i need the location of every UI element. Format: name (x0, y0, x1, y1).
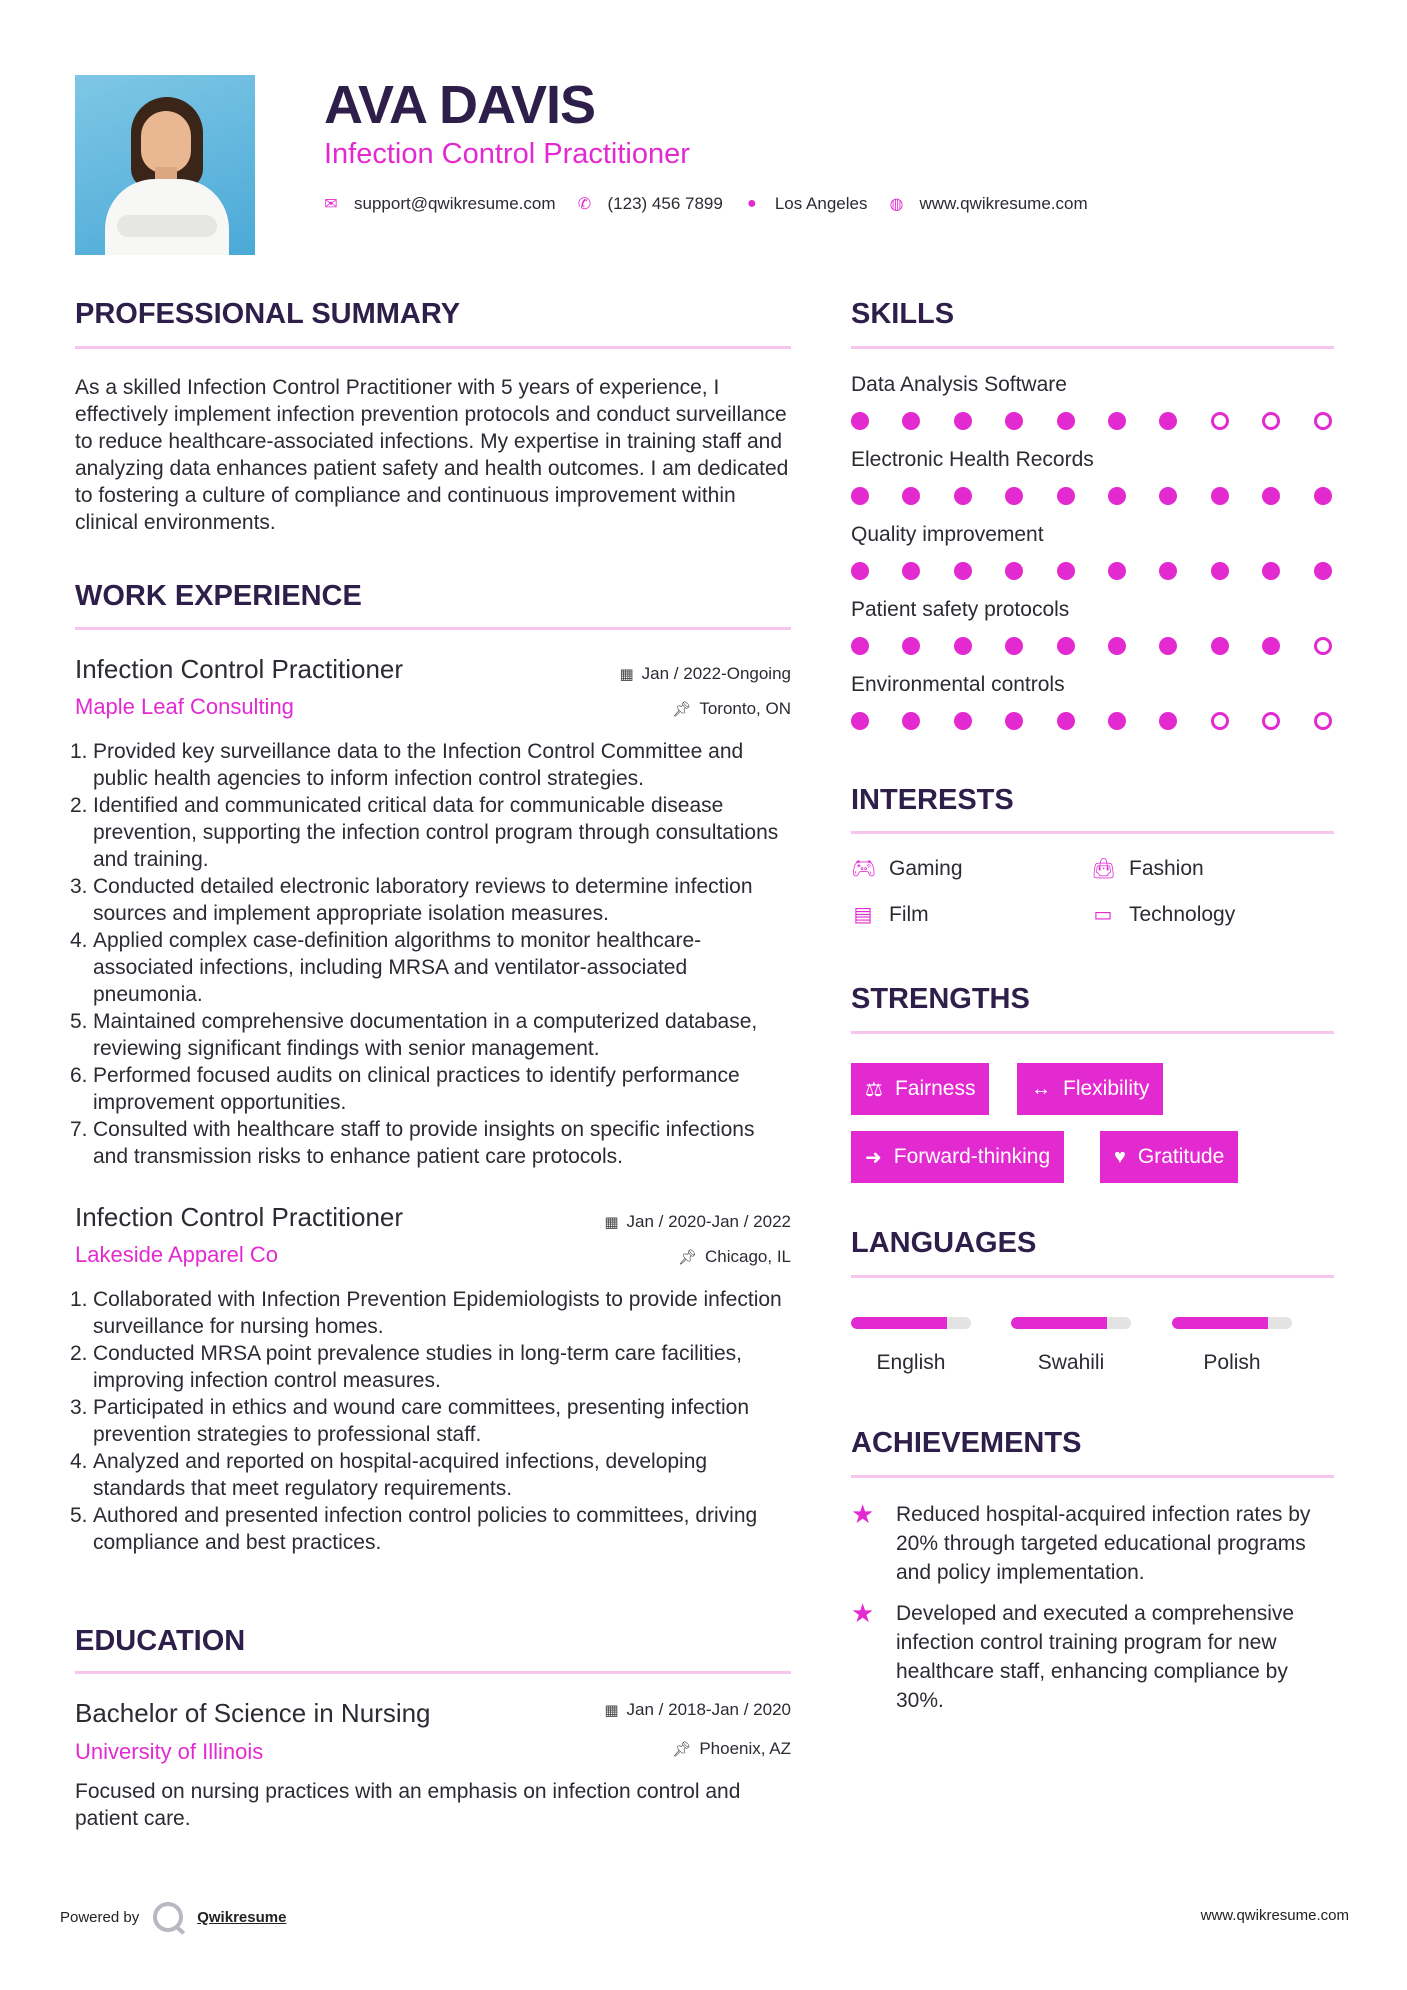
laptop-icon: ▭ (1093, 904, 1113, 926)
contact-bar (322, 194, 1108, 214)
job-2-duties (70, 1286, 795, 1556)
language-item (851, 1317, 971, 1375)
language-bar-fill (1011, 1317, 1107, 1329)
skill-dot-filled (851, 637, 869, 655)
skill-item (851, 373, 1341, 433)
achievements-rule (851, 1475, 1334, 1478)
envelope-icon: ✉ (324, 196, 338, 213)
degree-title: Bachelor of Science in Nursing (75, 1698, 431, 1728)
list-item: 5. Authored and presented infection control policies to committees, driving compliance and best practices. (70, 1504, 758, 1554)
experience-heading: WORK EXPERIENCE (75, 580, 362, 612)
pushpin-icon: 📌︎ (672, 1741, 692, 1758)
skill-dot-filled (954, 712, 972, 730)
skills-heading: SKILLS (851, 298, 955, 330)
skill-dot-filled (1314, 487, 1332, 505)
language-bar (1011, 1317, 1131, 1329)
school-name: University of Illinois (75, 1739, 264, 1764)
location-text: Los Angeles (774, 194, 868, 213)
skill-dot-filled (851, 487, 869, 505)
shooting-star-icon: ★ (851, 1598, 875, 1628)
interest-item (851, 856, 963, 881)
calendar-icon: ▦ (619, 666, 634, 683)
phone-text: (123) 456 7899 (607, 194, 723, 213)
gamepad-icon: 🎮︎ (851, 858, 877, 880)
skill-dot-filled (1057, 412, 1075, 430)
skill-dot-filled (1159, 562, 1177, 580)
skill-dot-filled (1057, 487, 1075, 505)
skill-dot-empty (1314, 412, 1332, 430)
education-heading: EDUCATION (75, 1625, 246, 1657)
list-item: 3. Participated in ethics and wound care committees, presenting infection prevention strategies to professional staff. (70, 1396, 750, 1446)
strengths-heading: STRENGTHS (851, 983, 1030, 1015)
education-location (520, 1739, 791, 1759)
contact-phone[interactable] (576, 194, 723, 214)
contact-website[interactable] (887, 194, 1087, 214)
languages-heading: LANGUAGES (851, 1227, 1037, 1259)
job-1-title: Infection Control Practitioner (75, 654, 404, 684)
contact-location (743, 194, 868, 214)
language-name: Swahili (1037, 1351, 1105, 1374)
list-item: 2. Conducted MRSA point prevalence studies in long-term care facilities, improving infection control measures. (70, 1342, 742, 1392)
candidate-role: Infection Control Practitioner (324, 138, 690, 170)
arrows-horizontal-icon: ↔ (1031, 1077, 1051, 1100)
skill-dot-filled (902, 487, 920, 505)
skill-label: Environmental controls (851, 673, 1065, 696)
skill-dot-filled (954, 637, 972, 655)
interest-item (1091, 856, 1204, 881)
skill-dot-filled (902, 562, 920, 580)
language-bar-fill (1172, 1317, 1268, 1329)
list-item: 3. Conducted detailed electronic laboratory reviews to determine infection sources and implement appropriate isolation measures. (70, 875, 753, 925)
skill-dot-filled (954, 562, 972, 580)
strength-label: Flexibility (1063, 1077, 1150, 1100)
skill-dot-filled (954, 487, 972, 505)
shooting-star-icon: ★ (851, 1499, 875, 1529)
job-1-dates-text: Jan / 2022-Ongoing (641, 664, 791, 683)
skill-label: Data Analysis Software (851, 373, 1067, 396)
skill-rating (851, 709, 1341, 733)
skill-rating (851, 559, 1341, 583)
skill-dot-empty (1262, 712, 1280, 730)
qwikresume-logo-icon (153, 1902, 183, 1932)
job-1-location-text: Toronto, ON (699, 699, 791, 718)
language-item (1011, 1317, 1131, 1375)
globe-icon: ◍ (889, 196, 904, 213)
skill-dot-filled (1005, 562, 1023, 580)
education-dates (520, 1700, 791, 1720)
skill-dot-empty (1262, 412, 1280, 430)
list-item: 4. Analyzed and reported on hospital-acquired infections, developing standards that meet regulatory requirements. (70, 1450, 708, 1500)
strength-tag (1017, 1063, 1163, 1115)
arrow-right-icon: ➜ (865, 1146, 882, 1169)
education-rule (75, 1671, 791, 1674)
skill-dot-filled (1314, 562, 1332, 580)
skill-label: Patient safety protocols (851, 598, 1070, 621)
job-1-location (520, 699, 791, 719)
skill-dot-filled (902, 637, 920, 655)
qwikresume-link[interactable]: Qwikresume (197, 1908, 287, 1926)
interest-item (851, 902, 929, 927)
skill-dot-filled (1108, 637, 1126, 655)
language-name: English (876, 1351, 946, 1374)
contact-email[interactable] (322, 194, 556, 214)
powered-by (60, 1902, 286, 1932)
skill-dot-empty (1211, 712, 1229, 730)
skill-dot-filled (1159, 712, 1177, 730)
skill-dot-filled (1211, 487, 1229, 505)
skill-dot-filled (1159, 637, 1177, 655)
strength-tag (851, 1131, 1064, 1183)
language-item (1172, 1317, 1292, 1375)
skill-dot-filled (1108, 412, 1126, 430)
interest-label: Film (889, 902, 929, 926)
photo-arms (117, 215, 217, 237)
achievements-heading: ACHIEVEMENTS (851, 1427, 1082, 1459)
list-item: 7. Consulted with healthcare staff to provide insights on specific infections and transmission risks to enhance patient care protocols. (70, 1118, 755, 1168)
language-bar-fill (851, 1317, 947, 1329)
calendar-icon: ▦ (604, 1214, 619, 1231)
summary-text: As a skilled Infection Control Practitioner with 5 years of experience, I effectively implement infection prevention protocols and conduct surveillance to reduce healthcare-associated infections. My expertise in training staff and analyzing data enhances patient safety and health outcomes. I am dedicated to fostering a culture of compliance and continuous improvement within clinical environments. (75, 376, 789, 534)
job-2-location (520, 1247, 791, 1267)
education-location-text: Phoenix, AZ (699, 1739, 791, 1758)
skill-item (851, 448, 1341, 508)
skill-dot-empty (1314, 637, 1332, 655)
interest-item (1091, 902, 1235, 927)
list-item: 2. Identified and communicated critical data for communicable disease prevention, supporting the infection control program through consultations and training. (70, 794, 779, 871)
skill-label: Quality improvement (851, 523, 1044, 546)
summary-rule (75, 346, 791, 349)
film-icon: ▤ (853, 904, 873, 926)
powered-by-label: Powered by (60, 1908, 140, 1926)
achievement-item (851, 1500, 1341, 1587)
skill-dot-filled (954, 412, 972, 430)
skill-dot-filled (851, 412, 869, 430)
skill-rating (851, 409, 1341, 433)
job-2-location-text: Chicago, IL (705, 1247, 791, 1266)
skill-dot-filled (1108, 487, 1126, 505)
strengths-rule (851, 1031, 1334, 1034)
interests-rule (851, 831, 1334, 834)
summary-heading: PROFESSIONAL SUMMARY (75, 298, 461, 330)
language-bar (1172, 1317, 1292, 1329)
achievement-item (851, 1599, 1341, 1715)
heart-icon: ♥ (1114, 1145, 1126, 1168)
strength-tag (851, 1063, 989, 1115)
skill-dot-filled (851, 562, 869, 580)
skill-rating (851, 634, 1341, 658)
skill-dot-filled (1108, 562, 1126, 580)
map-pin-icon: ● (746, 195, 757, 212)
skill-dot-filled (902, 412, 920, 430)
photo-face (141, 111, 191, 173)
skill-dot-filled (1005, 712, 1023, 730)
list-item: 5. Maintained comprehensive documentation in a computerized database, reviewing significant findings with senior management. (70, 1010, 758, 1060)
list-item: 1. Provided key surveillance data to the Infection Control Committee and public health agencies to inform infection control strategies. (70, 740, 744, 790)
skill-dot-filled (1211, 637, 1229, 655)
education-dates-text: Jan / 2018-Jan / 2020 (626, 1700, 791, 1719)
list-item: 6. Performed focused audits on clinical practices to identify performance improvement opportunities. (70, 1064, 740, 1114)
education-description: Focused on nursing practices with an emphasis on infection control and patient care. (75, 1780, 741, 1830)
skill-item (851, 673, 1341, 733)
balance-scale-icon: ⚖ (865, 1078, 883, 1101)
skill-dot-filled (1108, 712, 1126, 730)
job-2-dates (520, 1212, 791, 1232)
pushpin-icon: 📌︎ (677, 1249, 697, 1266)
skill-dot-filled (1159, 412, 1177, 430)
languages-rule (851, 1275, 1334, 1278)
job-2-company: Lakeside Apparel Co (75, 1242, 279, 1267)
skill-dot-empty (1314, 712, 1332, 730)
strength-label: Gratitude (1137, 1145, 1225, 1168)
skill-dot-filled (1057, 637, 1075, 655)
profile-photo (75, 75, 255, 255)
skill-item (851, 598, 1341, 658)
list-item: 1. Collaborated with Infection Prevention Epidemiologists to provide infection surveillance for nursing homes. (70, 1288, 782, 1338)
job-1-duties (70, 738, 795, 1170)
skill-dot-filled (902, 712, 920, 730)
interest-label: Fashion (1129, 856, 1204, 880)
skill-dot-empty (1211, 412, 1229, 430)
skill-dot-filled (1005, 487, 1023, 505)
interest-label: Gaming (889, 856, 963, 880)
achievement-text: Reduced hospital-acquired infection rates by 20% through targeted educational programs and policy implementation. (896, 1503, 1311, 1584)
skill-dot-filled (1262, 487, 1280, 505)
skill-dot-filled (1159, 487, 1177, 505)
website-text: www.qwikresume.com (919, 194, 1088, 213)
skill-dot-filled (1005, 412, 1023, 430)
strength-label: Forward-thinking (893, 1145, 1051, 1168)
skill-dot-filled (1057, 562, 1075, 580)
job-1-dates (520, 664, 791, 684)
job-2-dates-text: Jan / 2020-Jan / 2022 (626, 1212, 791, 1231)
skill-label: Electronic Health Records (851, 448, 1094, 471)
job-2-title: Infection Control Practitioner (75, 1202, 404, 1232)
email-text: support@qwikresume.com (354, 194, 556, 213)
skill-dot-filled (1262, 562, 1280, 580)
achievement-text: Developed and executed a comprehensive infection control training program for new healthcare staff, enhancing compliance by 30%. (896, 1602, 1295, 1712)
pushpin-icon: 📌︎ (672, 701, 692, 718)
experience-rule (75, 627, 791, 630)
skill-dot-filled (1211, 562, 1229, 580)
strength-tag (1100, 1131, 1238, 1183)
skill-dot-filled (851, 712, 869, 730)
skill-rating (851, 484, 1341, 508)
list-item: 4. Applied complex case-definition algorithms to monitor healthcare-associated infections, including MRSA and ventilator-associated pneumonia. (70, 929, 702, 1006)
strength-label: Fairness (894, 1077, 976, 1100)
skill-dot-filled (1005, 637, 1023, 655)
calendar-icon: ▦ (604, 1702, 619, 1719)
skill-item (851, 523, 1341, 583)
skill-dot-filled (1262, 637, 1280, 655)
language-bar (851, 1317, 971, 1329)
job-1-company: Maple Leaf Consulting (75, 694, 294, 719)
phone-icon: ✆ (577, 196, 592, 213)
shopping-bag-icon: 👜︎ (1091, 858, 1117, 880)
skill-dot-filled (1057, 712, 1075, 730)
interest-label: Technology (1129, 902, 1236, 926)
interests-heading: INTERESTS (851, 784, 1014, 816)
skills-rule (851, 346, 1334, 349)
footer-url[interactable]: www.qwikresume.com (1200, 1907, 1349, 1924)
language-name: Polish (1203, 1351, 1261, 1374)
candidate-name: AVA DAVIS (324, 75, 596, 135)
